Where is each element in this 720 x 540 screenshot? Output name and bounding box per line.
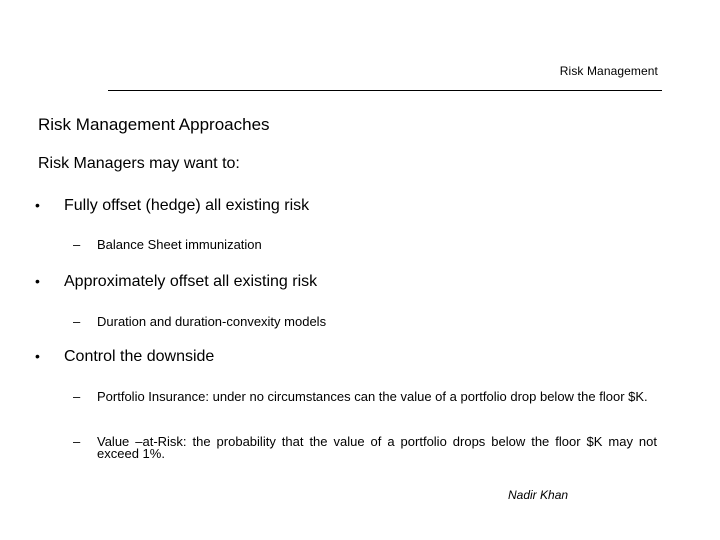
bullet-marker: • [35, 197, 40, 213]
sub-bullet-text: Duration and duration-convexity models [97, 314, 327, 329]
sub-bullet-text: Balance Sheet immunization [97, 237, 262, 252]
slide-title: Risk Management Approaches [38, 115, 270, 134]
bullet-item [35, 273, 317, 291]
sub-bullet-item [73, 239, 657, 251]
bullet-marker: • [35, 348, 40, 364]
bullet-marker: • [35, 273, 40, 289]
header-title: Risk Management [559, 64, 658, 78]
sub-bullet-item [73, 316, 657, 328]
bullet-text: Approximately offset all existing risk [64, 273, 318, 290]
bullet-item [35, 197, 309, 215]
author-name: Nadir Khan [508, 488, 569, 502]
sub-bullet-text: Value –at-Risk: the probability that the value of a portfolio drops below the floor $K may not exceed 1%. [97, 434, 657, 461]
sub-bullet-marker: – [73, 314, 81, 329]
sub-bullet-text: Portfolio Insurance: under no circumstances can the value of a portfolio drop below the floor $K. [97, 389, 648, 404]
bullet-text: Fully offset (hedge) all existing risk [64, 197, 310, 214]
header-divider [108, 90, 662, 91]
sub-bullet-item [73, 436, 657, 460]
sub-bullet-marker: – [73, 237, 81, 252]
sub-bullet-marker: – [73, 434, 81, 449]
intro-text: Risk Managers may want to: [38, 155, 240, 172]
bullet-item [35, 348, 214, 366]
bullet-text: Control the downside [64, 348, 215, 365]
sub-bullet-item [73, 391, 657, 403]
sub-bullet-marker: – [73, 389, 81, 404]
